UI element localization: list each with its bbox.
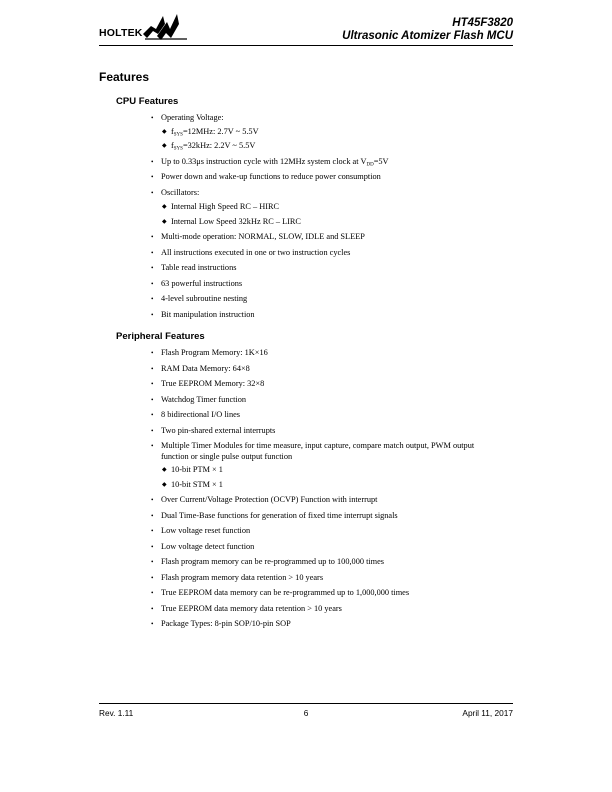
- document-subtitle: Ultrasonic Atomizer Flash MCU: [342, 30, 513, 42]
- cpu-features-heading: CPU Features: [116, 96, 179, 107]
- list-item: • Power down and wake-up functions to reduce power consumption: [151, 172, 381, 181]
- bullet-icon: •: [151, 380, 154, 388]
- list-item: • Package Types: 8-pin SOP/10-pin SOP: [151, 619, 291, 628]
- sub-list-item: ◆ $f_{SYS}=32kHz$: 2.2V ~ 5.5V: [162, 141, 256, 152]
- revision-label: Rev. 1.11: [99, 708, 134, 718]
- bullet-icon: •: [151, 248, 154, 257]
- bullet-icon: •: [151, 188, 154, 197]
- list-item: • Low voltage reset function: [151, 526, 251, 535]
- list-item: • 63 powerful instructions: [151, 278, 243, 288]
- list-item: • True EEPROM Memory: 32×8: [151, 379, 265, 388]
- diamond-bullet-icon: ◆: [162, 467, 167, 473]
- list-item: • Bit manipulation instruction: [151, 309, 255, 319]
- bullet-icon: •: [151, 279, 154, 288]
- bullet-icon: •: [151, 527, 154, 535]
- bullet-icon: •: [151, 442, 154, 450]
- list-item: • Watchdog Timer function: [151, 394, 247, 404]
- bullet-icon: •: [151, 589, 154, 597]
- list-item: • 4-level subroutine nesting: [151, 294, 248, 303]
- bullet-icon: •: [151, 573, 154, 582]
- peripheral-features-list: [150, 348, 510, 630]
- diamond-bullet-icon: ◆: [162, 128, 167, 135]
- bullet-icon: •: [151, 310, 154, 319]
- bullet-icon: •: [151, 558, 154, 566]
- list-item: • RAM Data Memory: 64×8: [151, 363, 250, 373]
- list-item: • Oscillators:: [151, 187, 200, 197]
- bullet-icon: •: [151, 295, 154, 303]
- list-item: • True EEPROM data memory can be re-programmed up to 1,000,000 times: [151, 588, 410, 597]
- bullet-icon: •: [151, 173, 154, 181]
- list-item: • Flash program memory can be re-programmed up to 100,000 times: [151, 557, 385, 566]
- list-item: • Multiple Timer Modules for time measure, input capture, compare match output, PWM output function or single pulse output function: [151, 441, 475, 461]
- list-item: • Flash program memory data retention > 10 years: [151, 572, 324, 582]
- list-item: • True EEPROM data memory data retention > 10 years: [151, 603, 342, 613]
- sub-list-item: ◆ Internal Low Speed 32kHz RC – LIRC: [162, 216, 301, 226]
- holtek-logo-icon: [143, 12, 189, 42]
- peripheral-features-heading: Peripheral Features: [116, 331, 205, 342]
- diamond-bullet-icon: ◆: [162, 218, 167, 225]
- bullet-icon: •: [151, 364, 154, 373]
- bullet-icon: •: [151, 349, 154, 357]
- list-item: • Low voltage detect function: [151, 541, 255, 551]
- document-header: [342, 17, 513, 43]
- bullet-icon: •: [151, 264, 154, 272]
- bullet-icon: •: [151, 157, 154, 166]
- list-item: • All instructions executed in one or two instruction cycles: [151, 247, 351, 257]
- bullet-icon: •: [151, 604, 154, 613]
- list-item: • Two pin-shared external interrupts: [151, 425, 276, 435]
- list-item: • Operating Voltage:: [151, 113, 224, 122]
- header-divider: [99, 45, 513, 46]
- sub-list-item: ◆ 10-bit PTM × 1: [162, 465, 223, 474]
- bullet-icon: •: [151, 542, 154, 551]
- list-item: • Dual Time-Base functions for generation of fixed time interrupt signals: [151, 510, 398, 520]
- diamond-bullet-icon: ◆: [162, 204, 167, 210]
- list-item: • Table read instructions: [151, 263, 237, 272]
- page-number: 6: [303, 708, 309, 718]
- list-item: • 8 bidirectional I/O lines: [151, 410, 241, 419]
- publication-date: April 11, 2017: [462, 708, 513, 718]
- diamond-bullet-icon: ◆: [162, 481, 167, 488]
- section-title: Features: [99, 70, 150, 84]
- model-number: HT45F3820: [452, 17, 513, 29]
- list-item: • Up to 0.33μs instruction cycle with 12MHz system clock at $V_{DD}=5V$: [151, 156, 389, 167]
- bullet-icon: •: [151, 426, 154, 435]
- holtek-logo: [99, 12, 189, 44]
- bullet-icon: •: [151, 114, 154, 122]
- sub-list-item: ◆ 10-bit STM × 1: [162, 479, 223, 489]
- diamond-bullet-icon: ◆: [162, 143, 167, 149]
- list-item: • Over Current/Voltage Protection (OCVP) Function with interrupt: [151, 495, 378, 504]
- bullet-icon: •: [151, 496, 154, 504]
- brand-wordmark: HOLTEK: [99, 27, 143, 39]
- list-item: • Multi-mode operation: NORMAL, SLOW, IDLE and SLEEP: [151, 232, 365, 241]
- sub-list-item: ◆ $f_{SYS}=12MHz$: 2.7V ~ 5.5V: [162, 126, 259, 137]
- cpu-features-list: [150, 113, 510, 320]
- list-item: • Flash Program Memory: 1K×16: [151, 348, 268, 357]
- bullet-icon: •: [151, 395, 154, 404]
- sub-list-item: ◆ Internal High Speed RC – HIRC: [162, 202, 280, 211]
- bullet-icon: •: [151, 411, 154, 419]
- bullet-icon: •: [151, 620, 154, 628]
- bullet-icon: •: [151, 233, 154, 241]
- bullet-icon: •: [151, 511, 154, 520]
- footer-divider: [99, 703, 513, 704]
